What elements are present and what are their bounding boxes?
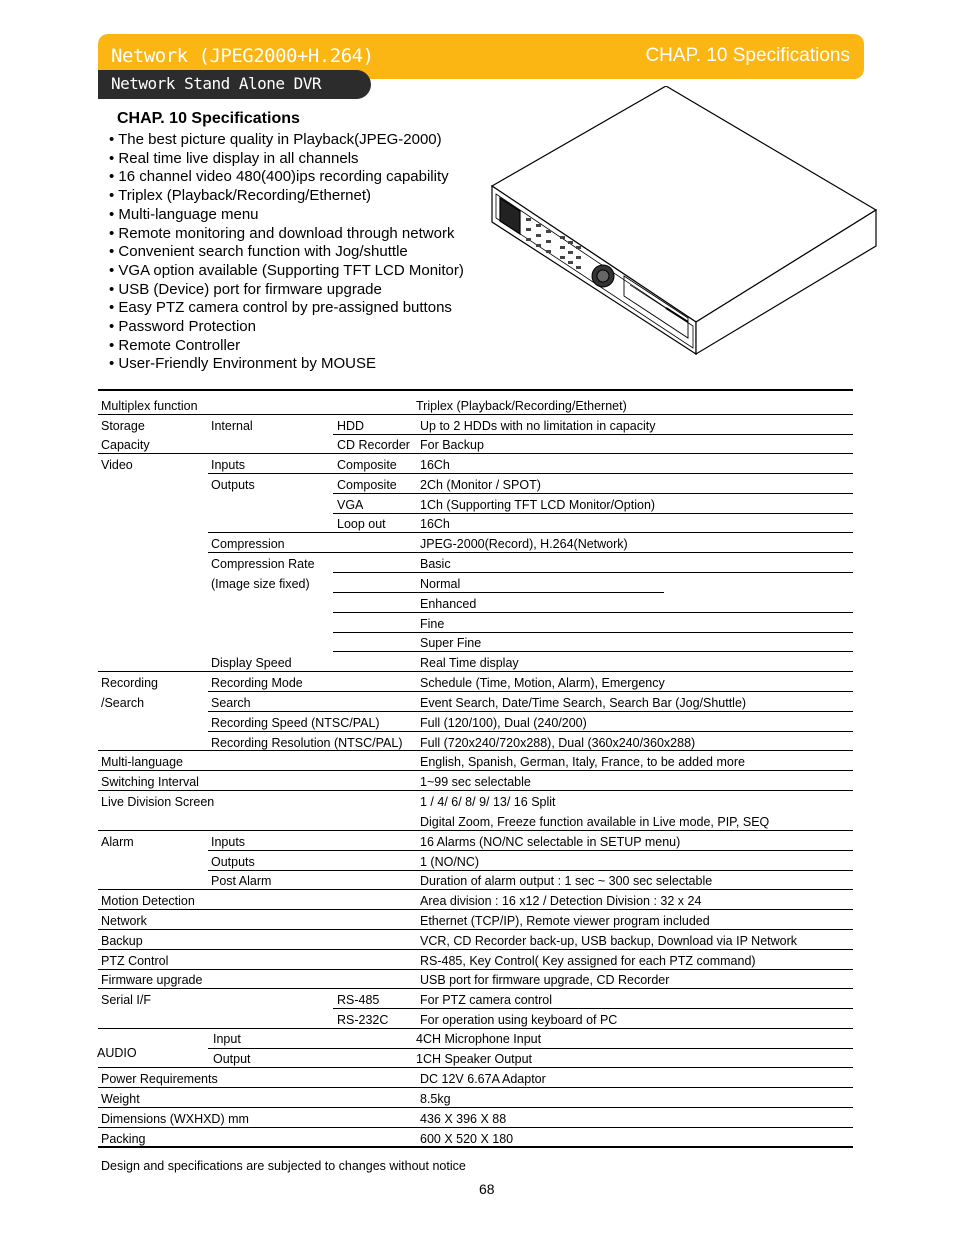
table-rule [98,453,853,454]
spec-value: Basic [420,557,451,571]
spec-value: RS-485, Key Control( Key assigned for each PTZ command) [420,954,756,968]
spec-value: Super Fine [420,636,482,650]
table-rule [208,691,853,692]
spec-sublabel: Output [213,1052,251,1066]
spec-value: For Backup [420,438,484,452]
spec-sublabel: (Image size fixed) [211,577,310,591]
feature-item: • Password Protection [109,318,256,336]
spec-sublabel: Recording Speed (NTSC/PAL) [211,716,380,730]
spec-label: Serial I/F [101,993,152,1007]
table-rule [98,770,853,771]
spec-value: Duration of alarm output : 1 sec ~ 300 sec selectable [420,874,713,888]
spec-type: CD Recorder [337,438,410,452]
spec-label: Network [101,914,147,928]
feature-list [109,131,464,374]
table-rule [98,1028,853,1029]
spec-label: Multiplex function [101,399,198,413]
table-rule [208,532,853,533]
spec-value: Triplex (Playback/Recording/Ethernet) [416,399,627,413]
spec-value: Event Search, Date/Time Search, Search Bar (Jog/Shuttle) [420,696,747,710]
spec-value: Up to 2 HDDs with no limitation in capacity [420,419,656,433]
spec-value: Area division : 16 x12 / Detection Division : 32 x 24 [420,894,702,908]
spec-sublabel: Recording Mode [211,676,303,690]
spec-value: 600 X 520 X 180 [420,1132,514,1146]
spec-label: Video [101,458,133,472]
spec-label: Switching Interval [101,775,199,789]
table-top-rule [98,389,853,391]
table-rule [208,552,853,553]
spec-value: 1Ch (Supporting TFT LCD Monitor/Option) [420,498,656,512]
table-rule [333,632,853,633]
table-rule [98,1067,853,1068]
spec-value: 16 Alarms (NO/NC selectable in SETUP menu) [420,835,681,849]
dvr-device-illustration [488,86,878,358]
spec-value: Full (720x240/720x288), Dual (360x240/360x288) [420,736,696,750]
subtitle-bar [98,70,371,99]
spec-label: Dimensions (WXHXD) mm [101,1112,249,1126]
spec-value: 16Ch [420,517,450,531]
spec-sublabel: Compression Rate [211,557,315,571]
table-rule [208,473,853,474]
spec-type: HDD [337,419,365,433]
spec-value: Fine [420,617,445,631]
table-rule [208,711,853,712]
table-rule [333,592,664,593]
banner-title: Network (JPEG2000+H.264) [111,45,374,67]
table-rule [98,969,853,970]
spec-label: Firmware upgrade [101,973,203,987]
spec-label: PTZ Control [101,954,169,968]
table-rule [98,929,853,930]
spec-value: For operation using keyboard of PC [420,1013,618,1027]
table-rule [98,1107,853,1108]
feature-item: • Real time live display in all channels [109,149,359,167]
spec-label: Backup [101,934,143,948]
table-rule [98,889,853,890]
feature-item: • Remote Controller [109,336,241,354]
table-rule [333,513,853,514]
table-rule [98,671,853,672]
feature-item: • User-Friendly Environment by MOUSE [109,355,376,373]
spec-label: /Search [101,696,145,710]
spec-sublabel: Display Speed [211,656,292,670]
spec-value: 2Ch (Monitor / SPOT) [420,478,541,492]
spec-value: 8.5kg [420,1092,451,1106]
table-rule [98,414,853,415]
footnote: Design and specifications are subjected to changes without notice [101,1159,466,1173]
spec-value: USB port for firmware upgrade, CD Recorder [420,973,670,987]
feature-item: • Easy PTZ camera control by pre-assigned buttons [109,299,452,317]
spec-sublabel: Recording Resolution (NTSC/PAL) [211,736,403,750]
spec-sublabel: Outputs [211,855,255,869]
spec-label: Packing [101,1132,146,1146]
spec-value: DC 12V 6.67A Adaptor [420,1072,546,1086]
spec-value: 1CH Speaker Output [416,1052,533,1066]
spec-sublabel: Internal [211,419,253,433]
table-rule [208,731,853,732]
spec-label: Capacity [101,438,150,452]
spec-type: RS-485 [337,993,380,1007]
table-rule [208,850,853,851]
spec-label: Live Division Screen [101,795,215,809]
spec-sublabel: Post Alarm [211,874,272,888]
feature-item: • Convenient search function with Jog/shuttle [109,243,408,261]
spec-sublabel: Outputs [211,478,255,492]
table-rule [98,750,853,751]
table-rule [98,949,853,950]
spec-label: Alarm [101,835,134,849]
table-rule [333,434,853,435]
spec-label: Motion Detection [101,894,195,908]
spec-sublabel: Inputs [211,458,246,472]
table-rule [98,1146,853,1148]
table-rule [208,870,853,871]
spec-label: Storage [101,419,145,433]
spec-value: Normal [420,577,461,591]
spec-value: 1 (NO/NC) [420,855,480,869]
feature-item: • The best picture quality in Playback(JPEG-2000) [109,131,442,148]
table-rule [98,1087,853,1088]
spec-value: Ethernet (TCP/IP), Remote viewer program included [420,914,710,928]
feature-item: • VGA option available (Supporting TFT LCD Monitor) [109,261,464,279]
feature-item: • USB (Device) port for firmware upgrade [109,280,382,298]
spec-label: Multi-language [101,755,183,769]
spec-label: AUDIO [97,1046,137,1060]
table-rule [333,572,853,573]
spec-value: Enhanced [420,597,477,611]
spec-value: 16Ch [420,458,450,472]
spec-value: VCR, CD Recorder back-up, USB backup, Download via IP Network [420,934,798,948]
spec-type: VGA [337,498,364,512]
spec-value: 436 X 396 X 88 [420,1112,507,1126]
subtitle-text: Network Stand Alone DVR [111,74,322,93]
spec-value: English, Spanish, German, Italy, France, to be added more [420,755,745,769]
spec-value: For PTZ camera control [420,993,552,1007]
table-rule [333,651,853,652]
table-rule [98,1127,853,1128]
feature-item: • Triplex (Playback/Recording/Ethernet) [109,187,372,205]
spec-label: Recording [101,676,158,690]
spec-value: 1 / 4/ 6/ 8/ 9/ 13/ 16 Split [420,795,556,809]
section-title: CHAP. 10 Specifications [117,110,300,127]
table-rule [333,493,853,494]
spec-sublabel: Input [213,1032,241,1046]
spec-label: Power Requirements [101,1072,218,1086]
spec-type: RS-232C [337,1013,389,1027]
spec-sublabel: Inputs [211,835,246,849]
spec-sublabel: Compression [211,537,285,551]
spec-value: 1~99 sec selectable [420,775,531,789]
spec-label: Weight [101,1092,140,1106]
feature-item: • 16 channel video 480(400)ips recording capability [109,168,449,186]
table-rule [208,1048,853,1049]
table-rule [98,988,853,989]
page-number: 68 [479,1181,495,1197]
spec-value: Full (120/100), Dual (240/200) [420,716,587,730]
table-rule [333,1008,853,1009]
spec-value: Real Time display [420,656,519,670]
banner-chapter: CHAP. 10 Specifications [645,45,850,66]
spec-type: Composite [337,458,397,472]
spec-value: JPEG-2000(Record), H.264(Network) [420,537,628,551]
table-rule [333,612,853,613]
spec-type: Loop out [337,517,386,531]
spec-value: Digital Zoom, Freeze function available in Live mode, PIP, SEQ [420,815,770,829]
feature-item: • Remote monitoring and download through network [109,224,455,242]
table-rule [98,909,853,910]
spec-value: 4CH Microphone Input [416,1032,542,1046]
spec-value: Schedule (Time, Motion, Alarm), Emergency [420,676,665,690]
table-rule [98,830,853,831]
table-rule [98,790,853,791]
feature-item: • Multi-language menu [109,205,259,223]
spec-sublabel: Search [211,696,251,710]
spec-type: Composite [337,478,397,492]
